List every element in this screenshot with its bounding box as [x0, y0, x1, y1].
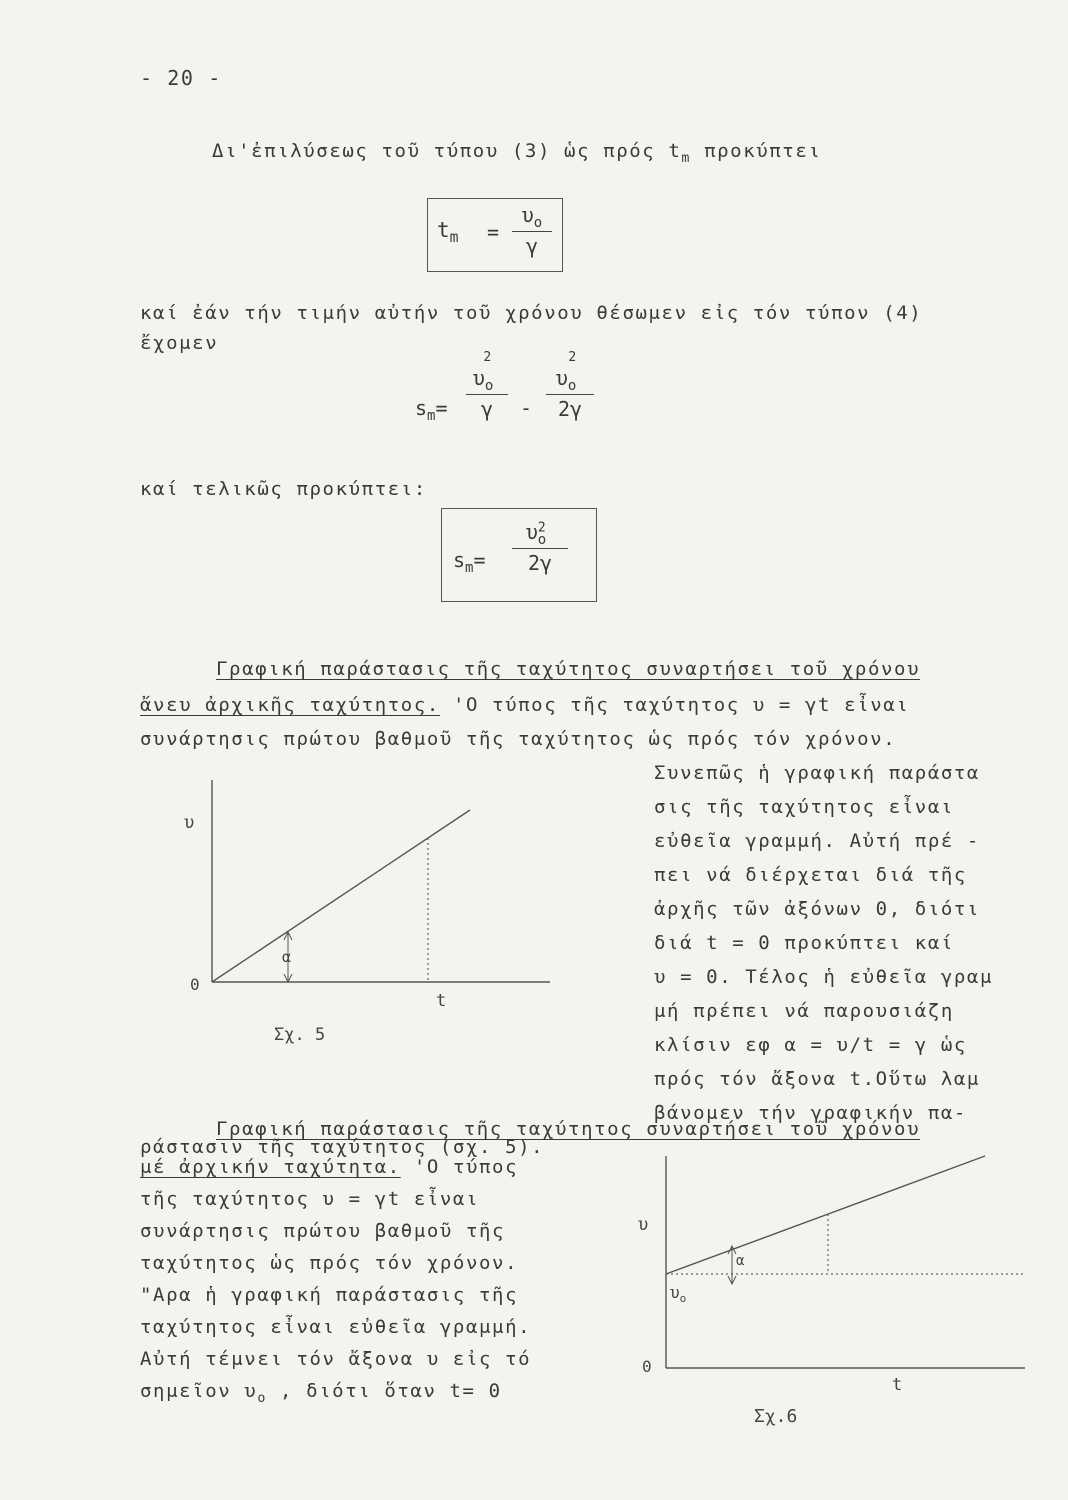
section2-body-3: ταχύτητος ὡς πρός τόν χρόνον.: [140, 1252, 519, 1274]
formula1-fraction: [512, 203, 552, 258]
formula3-den: 2γ: [527, 551, 553, 575]
fig6-origin: 0: [642, 1357, 652, 1376]
section1-body-5: πει νά διέρχεται διά τῆς: [654, 864, 967, 886]
section2-line1: [140, 1156, 518, 1178]
section1-body-12: βάνομεν τήν γραφικήν πα-: [654, 1102, 967, 1124]
fig5-origin: 0: [190, 975, 200, 994]
section2-body-6: Αὐτή τέμνει τόν ἄξονα υ εἰς τό: [140, 1348, 532, 1370]
formula2-den1: γ: [480, 397, 494, 421]
section1-body-9: μή πρέπει νά παρουσιάζη: [654, 1000, 954, 1022]
para2-line2: ἔχομεν: [140, 332, 219, 354]
section2-body-1: τῆς ταχύτητος υ = γt εἶναι: [140, 1188, 480, 1210]
section2-body-7: σημεῖον $\upsilon_o$ , διότι ὅταν t= 0: [140, 1380, 502, 1406]
formula2-num2: $\upsilon_o^2$: [546, 366, 594, 395]
formula2-fraction1: [466, 350, 508, 421]
fig6-v0-label: $\upsilon_o$: [670, 1283, 687, 1305]
fig5-velocity-line: [212, 810, 470, 982]
formula3-num: $\upsilon^2_o$: [512, 520, 568, 549]
section1-body-2: Συνεπῶς ἡ γραφική παράστα: [654, 762, 980, 784]
intro-text: Δι'ἐπιλύσεως τοῦ τύπου (3) ὡς πρός: [212, 140, 656, 162]
intro-tail: προκύπτει: [704, 140, 822, 162]
fig5-x-label: t: [436, 991, 447, 1011]
section1-line1: [140, 694, 909, 716]
section2-body-2: συνάρτησις πρώτου βαθμοῦ τῆς: [140, 1220, 506, 1242]
formula2-minus: -: [520, 396, 533, 420]
fig6-angle: α: [736, 1253, 745, 1269]
section1-body-8: υ = 0. Τέλος ἡ εὐθεῖα γραμ: [654, 966, 994, 988]
section2-heading-line1: Γραφική παράστασις τῆς ταχύτητος συναρτήσει τοῦ χρόνου: [216, 1118, 921, 1140]
section1-body-0: 'Ο τύπος τῆς ταχύτητος υ = γt εἶναι: [452, 694, 910, 716]
fig6-velocity-line: [666, 1156, 985, 1274]
formula2-num1: $\upsilon_o^2$: [466, 366, 508, 395]
section1-body-13: ράστασιν τῆς ταχύτητος (σχ. 5).: [140, 1136, 545, 1158]
fig6-caption: Σχ.6: [754, 1406, 798, 1427]
formula3-fraction: [512, 520, 568, 575]
section2-body-5: ταχύτητος εἶναι εὐθεῖα γραμμή.: [140, 1316, 532, 1338]
section1-body-3: σις τῆς ταχύτητος εἶναι: [654, 796, 954, 818]
formula2-lhs: $s_m=$: [415, 396, 448, 424]
fig5-y-label: υ: [184, 813, 195, 833]
section1-body-4: εὐθεῖα γραμμή. Αὐτή πρέ -: [654, 830, 980, 852]
fig6-y-label: υ: [638, 1215, 649, 1235]
section1-body-1: συνάρτησις πρώτου βαθμοῦ τῆς ταχύτητος ὡς πρός τόν χρόνον.: [140, 728, 897, 750]
section2-heading-line2: μέ ἀρχικήν ταχύτητα.: [140, 1156, 401, 1178]
section1-body-11: πρός τόν ἄξονα t.Οὕτω λαμ: [654, 1068, 980, 1090]
section1-body-10: κλίσιν εφ α = υ/t = γ ὡς: [654, 1034, 967, 1056]
formula1-eq: =: [487, 220, 500, 244]
formula1-lhs: $t_m$: [437, 218, 459, 247]
fig6-x-label: t: [892, 1375, 903, 1395]
section1-heading-line1: Γραφική παράστασις τῆς ταχύτητος συναρτήσει τοῦ χρόνου: [216, 658, 921, 680]
fig5-angle: α: [282, 948, 292, 966]
formula2-fraction2: [546, 350, 594, 421]
section2-body-4: "Αρα ἡ γραφική παράστασις τῆς: [140, 1284, 519, 1306]
section1-body-6: ἀρχῆς τῶν ἀξόνων 0, διότι: [654, 898, 980, 920]
figure6: [630, 1150, 1040, 1440]
section2-body-0: 'Ο τύπος: [413, 1156, 519, 1178]
intro-line: [212, 140, 821, 166]
section1-heading-line2: ἄνευ ἀρχικῆς ταχύτητος.: [140, 694, 440, 716]
para3-line: καί τελικῶς προκύπτει:: [140, 478, 427, 500]
section1-body-7: διά t = 0 προκύπτει καί: [654, 932, 954, 954]
formula1-num: $\upsilon_o$: [512, 203, 552, 232]
para2-line1: καί ἐάν τήν τιμήν αὐτήν τοῦ χρόνου θέσωμεν εἰς τόν τύπον (4): [140, 302, 923, 324]
formula2-den2: 2γ: [557, 397, 583, 421]
formula3-lhs: $s_m=$: [453, 548, 486, 576]
intro-var: $t_m$: [668, 140, 692, 166]
figure5: [170, 770, 570, 1090]
page-number: - 20 -: [140, 66, 222, 90]
formula1-den: γ: [525, 234, 539, 258]
fig5-caption: Σχ. 5: [274, 1025, 326, 1045]
